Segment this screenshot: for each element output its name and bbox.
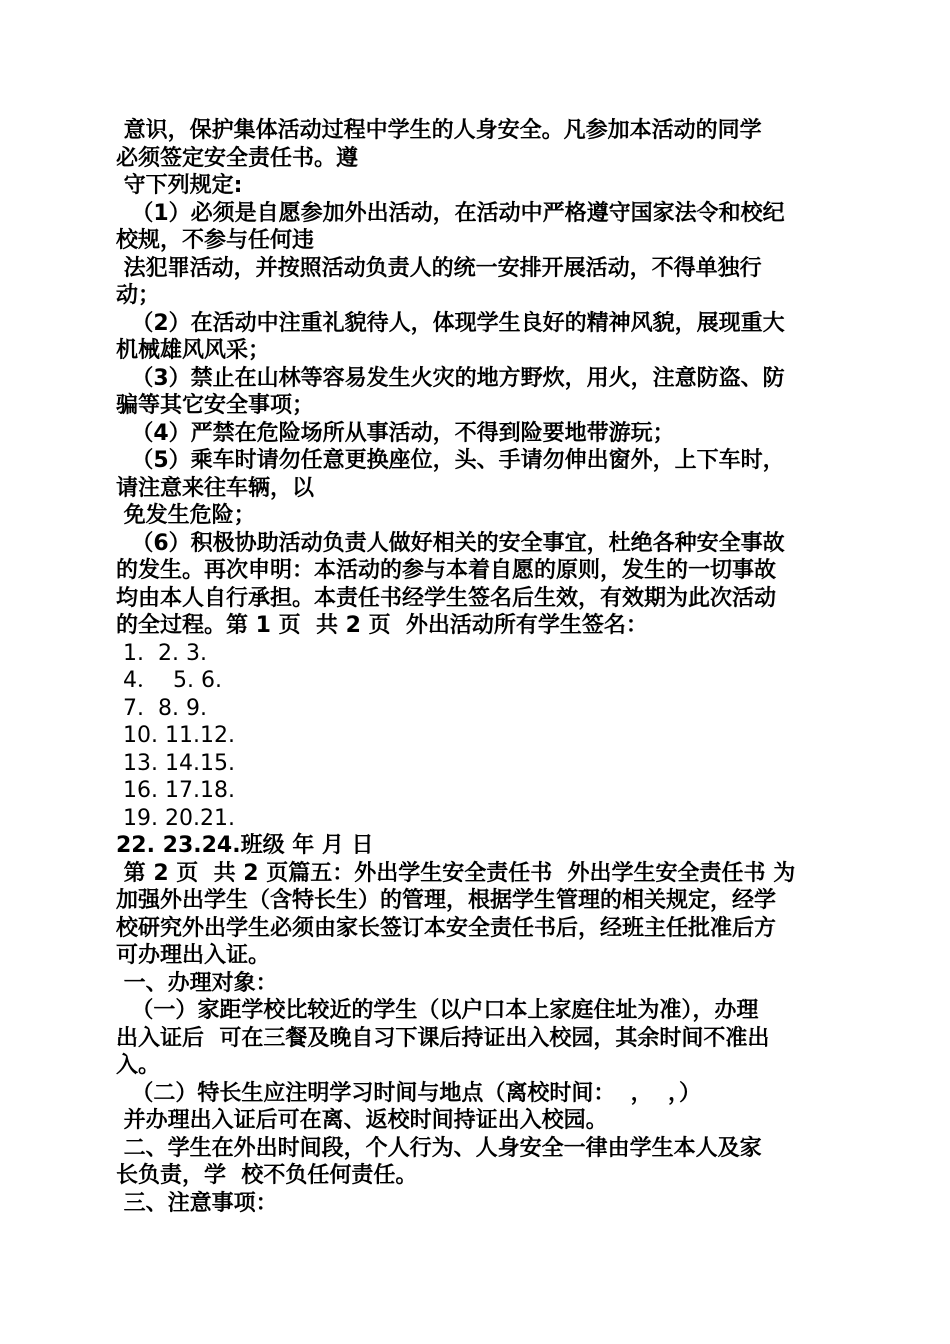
- text-line: 均由本人自行承担。本责任书经学生签名后生效，有效期为此次活动: [116, 586, 777, 611]
- text-line: 机械雄风风采；: [116, 338, 271, 363]
- signature-number-row: 1. 2. 3.: [116, 641, 207, 666]
- text-line: （6）积极协助活动负责人做好相关的安全事宜，杜绝各种安全事故: [116, 531, 785, 556]
- text-line: （4）严禁在危险场所从事活动，不得到险要地带游玩；: [116, 421, 675, 446]
- section-heading: 一、办理对象：: [116, 971, 278, 996]
- text-line: 校规，不参与任何违: [116, 228, 315, 253]
- text-line: 第 2 页 共 2 页篇五：外出学生安全责任书 外出学生安全责任书 为: [116, 861, 796, 886]
- text-line: 加强外出学生（含特长生）的管理，根据学生管理的相关规定，经学: [116, 888, 777, 913]
- text-line: 出入证后 可在三餐及晚自习下课后持证出入校园，其余时间不准出: [116, 1026, 770, 1051]
- text-line: 二、学生在外出时间段，个人行为、人身安全一律由学生本人及家: [116, 1136, 762, 1161]
- text-line: 骗等其它安全事项；: [116, 393, 315, 418]
- text-line: （一）家距学校比较近的学生（以户口本上家庭住址为准），办理: [116, 998, 759, 1023]
- class-date-line: 22. 23.24.班级 年 月 日: [116, 833, 374, 858]
- text-line: 校研究外出学生必须由家长签订本安全责任书后，经班主任批准后方: [116, 916, 777, 941]
- text-line: （1）必须是自愿参加外出活动，在活动中严格遵守国家法令和校纪: [116, 201, 785, 226]
- text-line: 免发生危险；: [116, 503, 256, 528]
- text-line: 入。: [116, 1053, 161, 1078]
- signature-number-row: 19. 20.21.: [116, 806, 235, 831]
- text-line: 意识，保护集体活动过程中学生的人身安全。凡参加本活动的同学: [116, 118, 762, 143]
- text-line: 长负责，学 校不负任何责任。: [116, 1163, 418, 1188]
- text-line: 的全过程。第 1 页 共 2 页 外出活动所有学生签名：: [116, 613, 648, 638]
- signature-number-row: 16. 17.18.: [116, 778, 235, 803]
- text-line: 法犯罪活动，并按照活动负责人的统一安排开展活动，不得单独行: [116, 256, 762, 281]
- text-line: （3）禁止在山林等容易发生火灾的地方野炊，用火，注意防盗、防: [116, 366, 785, 391]
- text-line: （2）在活动中注重礼貌待人，体现学生良好的精神风貌，展现重大: [116, 311, 785, 336]
- text-line: 的发生。再次申明：本活动的参与本着自愿的原则，发生的一切事故: [116, 558, 777, 583]
- text-line: （二）特长生应注明学习时间与地点（离校时间： ， ，）: [116, 1081, 701, 1106]
- text-line: 守下列规定:: [116, 173, 243, 198]
- signature-number-row: 7. 8. 9.: [116, 696, 207, 721]
- text-line: 动；: [116, 283, 161, 308]
- text-line: 必须签定安全责任书。遵: [116, 146, 359, 171]
- signature-number-row: 13. 14.15.: [116, 751, 235, 776]
- text-line: 可办理出入证。: [116, 943, 271, 968]
- text-line: 请注意来往车辆，以: [116, 476, 315, 501]
- section-heading: 三、注意事项：: [116, 1191, 278, 1216]
- text-line: （5）乘车时请勿任意更换座位，头、手请勿伸出窗外，上下车时，: [116, 448, 785, 473]
- text-line: 并办理出入证后可在离、返校时间持证出入校园。: [116, 1108, 608, 1133]
- signature-number-row: 4． 5. 6.: [116, 668, 222, 693]
- signature-number-row: 10. 11.12.: [116, 723, 235, 748]
